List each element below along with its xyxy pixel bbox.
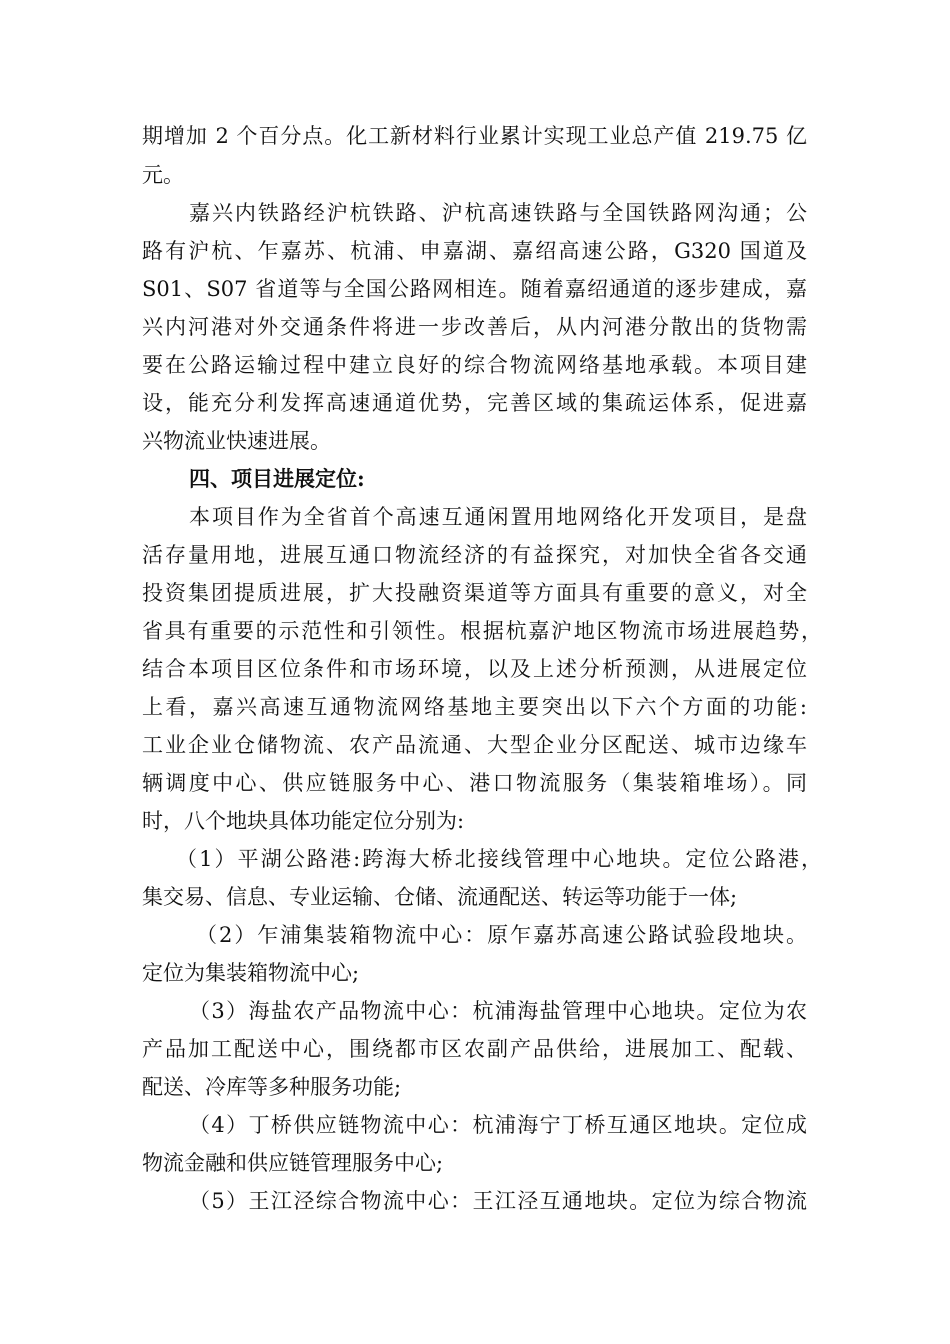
body-text-line: 省具有重要的示范性和引领性。根据杭嘉沪地区物流市场进展趋势， (142, 619, 822, 643)
list-item-text: 定位为集装箱物流中心; (142, 961, 360, 985)
body-text-line: 嘉兴内铁路经沪杭铁路、沪杭高速铁路与全国铁路网沟通；公 (189, 201, 807, 225)
list-item-text: 产品加工配送中心，围绕都市区农副产品供给，进展加工、配载、 (142, 1037, 807, 1061)
body-text-line: 时，八个地块具体功能定位分别为: (142, 809, 465, 833)
body-text-line: 工业企业仓储物流、农产品流通、大型企业分区配送、城市边缘车 (142, 733, 807, 757)
list-item-text: （3）海盐农产品物流中心：杭浦海盐管理中心地块。定位为农 (189, 999, 807, 1023)
body-text-line: 路有沪杭、乍嘉苏、杭浦、申嘉湖、嘉绍高速公路，G320 国道及 (142, 239, 807, 263)
body-text-line: 上看，嘉兴高速互通物流网络基地主要突出以下六个方面的功能: (142, 695, 807, 719)
section-heading: 四、项目进展定位: (189, 466, 365, 491)
body-text-line: 要在公路运输过程中建立良好的综合物流网络基地承载。本项目建 (142, 353, 807, 377)
body-text-line: 本项目作为全省首个高速互通闲置用地网络化开发项目，是盘 (189, 505, 807, 529)
body-text-line: S01、S07 省道等与全国公路网相连。随着嘉绍通道的逐步建成，嘉 (142, 277, 807, 301)
list-item-text: 集交易、信息、专业运输、仓储、流通配送、转运等功能于一体; (142, 885, 738, 909)
list-item-text: （2）乍浦集装箱物流中心：原乍嘉苏高速公路试验段地块。 (196, 923, 807, 947)
body-text-line: 投资集团提质进展，扩大投融资渠道等方面具有重要的意义，对全 (142, 581, 807, 605)
body-text-line: 兴物流业快速进展。 (142, 429, 331, 453)
list-item-text: 配送、冷库等多种服务功能; (142, 1075, 402, 1099)
body-text-line: 活存量用地，进展互通口物流经济的有益探究，对加快全省各交通 (142, 543, 807, 567)
body-text-line: 辆调度中心、供应链服务中心、港口物流服务（集装箱堆场）。同 (142, 771, 807, 795)
list-item-text: （5）王江泾综合物流中心：王江泾互通地块。定位为综合物流 (189, 1189, 807, 1213)
list-item-text: （1）平湖公路港:跨海大桥北接线管理中心地块。定位公路港， (176, 847, 822, 871)
body-text-line: 元。 (142, 163, 184, 187)
body-text-line: 兴内河港对外交通条件将进一步改善后，从内河港分散出的货物需 (142, 315, 807, 339)
body-text-line: 结合本项目区位条件和市场环境，以及上述分析预测，从进展定位 (142, 657, 807, 681)
list-item-text: 物流金融和供应链管理服务中心; (142, 1151, 444, 1175)
body-text-line: 期增加 2 个百分点。化工新材料行业累计实现工业总产值 219.75 亿 (142, 124, 807, 148)
body-text-line: 设，能充分利发挥高速通道优势，完善区域的集疏运体系，促进嘉 (142, 391, 807, 415)
list-item-text: （4）丁桥供应链物流中心：杭浦海宁丁桥互通区地块。定位成 (189, 1113, 807, 1137)
